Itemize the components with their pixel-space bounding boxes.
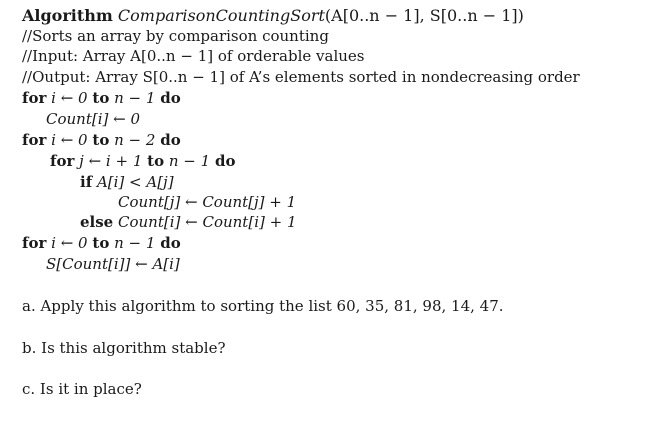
- keyword-to: to: [92, 131, 110, 149]
- pseudocode-line-6: Count[j] ← Count[j] + 1: [118, 193, 297, 211]
- algorithm-keyword: Algorithm: [22, 6, 113, 25]
- expr: Count[i] ← Count[i] + 1: [118, 213, 297, 231]
- algorithm-header: [22, 6, 524, 26]
- question-b: b. Is this algorithm stable?: [22, 339, 226, 357]
- comment-output: //Output: Array S[0..n − 1] of A’s elements sorted in nondecreasing order: [22, 68, 580, 86]
- algorithm-params: (A[0..n − 1], S[0..n − 1]): [324, 6, 524, 25]
- expr: A[i] < A[j]: [96, 173, 174, 191]
- pseudocode-line-7: [80, 212, 297, 232]
- keyword-for: for: [22, 89, 47, 107]
- keyword-if: if: [80, 173, 93, 191]
- algorithm-name: ComparisonCountingSort: [117, 6, 325, 25]
- keyword-do: do: [160, 131, 181, 149]
- expr: n − 2: [114, 131, 156, 149]
- keyword-to: to: [147, 152, 165, 170]
- keyword-for: for: [22, 234, 47, 252]
- comment-input: //Input: Array A[0..n − 1] of orderable values: [22, 47, 365, 65]
- keyword-do: do: [160, 234, 181, 252]
- pseudocode-line-9: S[Count[i]] ← A[i]: [46, 255, 180, 273]
- expr: n − 1: [168, 152, 211, 170]
- keyword-do: do: [214, 152, 236, 170]
- keyword-for: for: [50, 152, 75, 170]
- pseudocode-line-2: Count[i] ← 0: [46, 110, 141, 128]
- expr: n − 1: [114, 234, 156, 252]
- keyword-to: to: [92, 89, 110, 107]
- expr: j ← i + 1: [79, 152, 143, 170]
- expr: i ← 0: [51, 131, 88, 149]
- comment-sorts: //Sorts an array by comparison counting: [22, 27, 329, 45]
- pseudocode-line-3: [22, 130, 181, 150]
- keyword-else: else: [80, 213, 114, 231]
- question-c: c. Is it in place?: [22, 380, 142, 398]
- keyword-for: for: [22, 131, 47, 149]
- keyword-to: to: [92, 234, 110, 252]
- pseudocode-line-8: [22, 233, 181, 253]
- expr: i ← 0: [51, 89, 88, 107]
- keyword-do: do: [160, 89, 181, 107]
- pseudocode-line-5: [80, 172, 174, 192]
- question-a: a. Apply this algorithm to sorting the list 60, 35, 81, 98, 14, 47.: [22, 297, 504, 315]
- expr: n − 1: [114, 89, 156, 107]
- expr: i ← 0: [51, 234, 88, 252]
- pseudocode-line-1: [22, 88, 181, 108]
- pseudocode-line-4: [50, 151, 235, 171]
